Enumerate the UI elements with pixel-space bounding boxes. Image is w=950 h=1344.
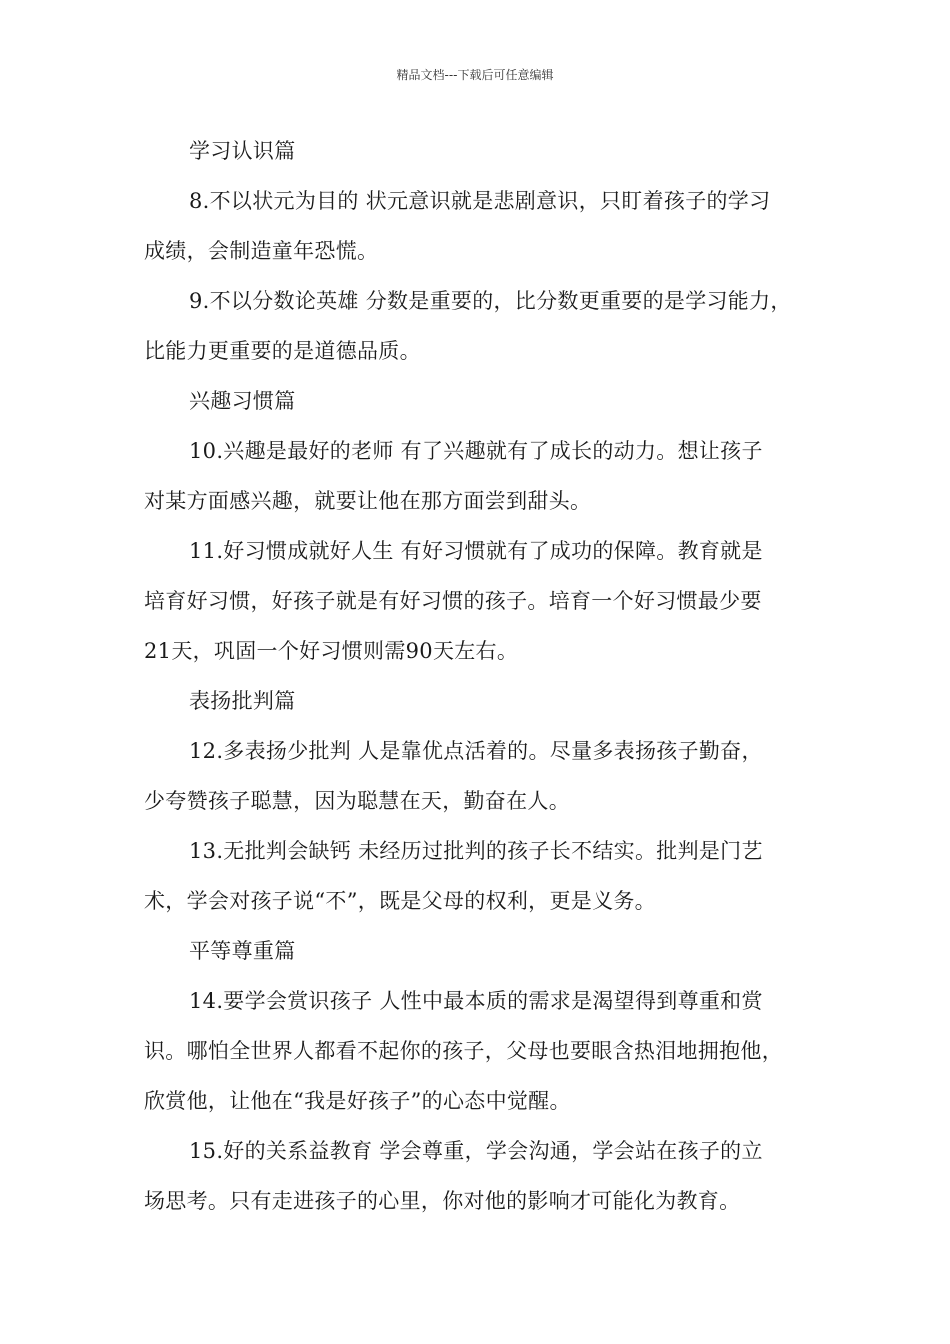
section-heading-praise: 表扬批判篇: [189, 689, 296, 713]
paragraph-line: 术，学会对孩子说“不”，既是父母的权利，更是义务。: [144, 889, 656, 913]
section-heading-respect: 平等尊重篇: [189, 939, 296, 963]
paragraph-line: 场思考。只有走进孩子的心里，你对他的影响才可能化为教育。: [144, 1189, 741, 1213]
paragraph-line: 8.不以状元为目的 状元意识就是悲剧意识，只盯着孩子的学习: [189, 189, 771, 213]
document-body: [144, 133, 820, 1233]
section-heading-study: 学习认识篇: [189, 139, 296, 163]
paragraph-line: 成绩，会制造童年恐慌。: [144, 239, 379, 263]
page-header: 精品文档---下载后可任意编辑: [396, 68, 554, 82]
paragraph-line: 15.好的关系益教育 学会尊重，学会沟通，学会站在孩子的立: [189, 1139, 763, 1163]
paragraph-line: 12.多表扬少批判 人是靠优点活着的。尽量多表扬孩子勤奋，: [189, 739, 763, 763]
paragraph-line: 培育好习惯，好孩子就是有好习惯的孩子。培育一个好习惯最少要: [144, 589, 762, 613]
paragraph-line: 13.无批判会缺钙 未经历过批判的孩子长不结实。批判是门艺: [189, 839, 763, 863]
paragraph-line: 9.不以分数论英雄 分数是重要的，比分数更重要的是学习能力，: [189, 289, 792, 313]
paragraph-line: 11.好习惯成就好人生 有好习惯就有了成功的保障。教育就是: [189, 539, 763, 563]
paragraph-line: 10.兴趣是最好的老师 有了兴趣就有了成长的动力。想让孩子: [189, 439, 763, 463]
paragraph-line: 识。哪怕全世界人都看不起你的孩子，父母也要眼含热泪地拥抱他，: [144, 1039, 783, 1063]
paragraph-line: 欣赏他，让他在“我是好孩子”的心态中觉醒。: [144, 1089, 571, 1113]
paragraph-line: 少夸赞孩子聪慧，因为聪慧在天，勤奋在人。: [144, 789, 570, 813]
paragraph-line: 比能力更重要的是道德品质。: [144, 339, 421, 363]
paragraph-line: 对某方面感兴趣，就要让他在那方面尝到甜头。: [144, 489, 592, 513]
section-heading-interest: 兴趣习惯篇: [189, 389, 296, 413]
paragraph-line: 14.要学会赏识孩子 人性中最本质的需求是渴望得到尊重和赏: [189, 989, 763, 1013]
paragraph-line: 21天，巩固一个好习惯则需90天左右。: [144, 639, 519, 663]
